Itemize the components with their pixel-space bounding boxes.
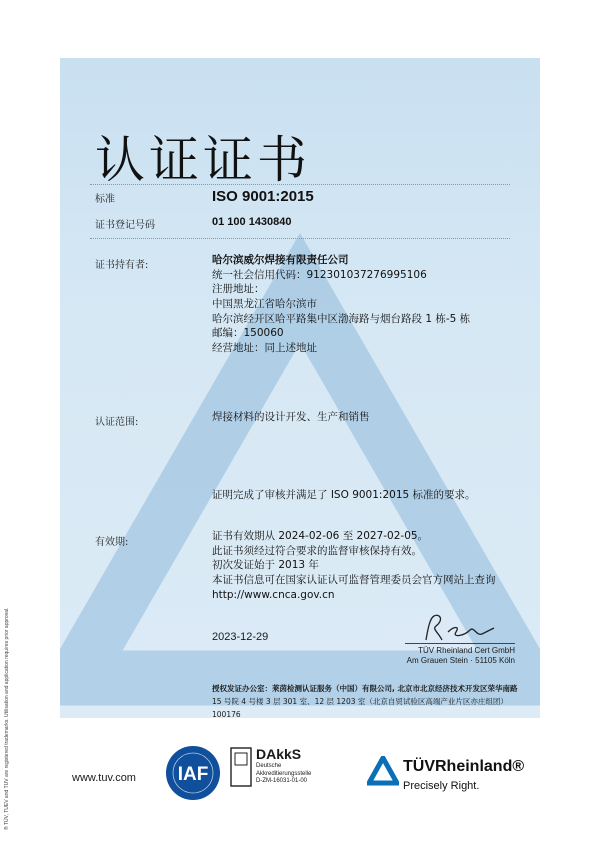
validity-condition: 此证书须经过符合要求的监督审核保持有效。: [212, 544, 422, 557]
svg-text:IAF: IAF: [177, 764, 209, 785]
tuv-slogan: Precisely Right.: [403, 780, 480, 792]
standard-value: ISO 9001:2015: [212, 188, 314, 205]
credit-code: 统一社会信用代码：912301037276995106: [212, 268, 427, 281]
dakks-sub2: Akkreditierungsstelle: [256, 770, 312, 777]
issuer-block: [380, 646, 515, 667]
iaf-logo-icon: [162, 744, 224, 802]
business-address: 经营地址：同上述地址: [212, 342, 317, 355]
certificate-title: 认证证书: [95, 131, 311, 189]
scope-value: 焊接材料的设计开发、生产和销售: [212, 411, 370, 423]
issue-date: 2023-12-29: [212, 631, 269, 643]
authority-line1: 授权发证办公室：莱茵检测认证服务（中国）有限公司, 北京市北京经济技术开发区荣华南路: [212, 684, 518, 693]
authority-postcode: 100176: [212, 710, 241, 720]
registration-label: 证书登记号码: [95, 220, 155, 231]
tuv-rheinland-wordmark: TÜVRheinland®: [403, 758, 525, 775]
issuer-address: Am Grauen Stein · 51105 Köln: [406, 656, 515, 666]
dakks-name: DAkkS: [256, 746, 302, 762]
first-issue: 初次发证始于 2013 年: [212, 559, 319, 572]
validity-period: 证书有效期从 2024-02-06 至 2027-02-05。: [212, 530, 429, 542]
validity-label: 有效期:: [95, 537, 129, 548]
holder-label: 证书持有者:: [95, 260, 149, 271]
conformity-statement: 证明完成了审核并满足了 ISO 9001:2015 标准的要求。: [212, 489, 476, 501]
dakks-logo-icon: [230, 747, 252, 787]
website-link[interactable]: www.tuv.com: [72, 772, 136, 784]
address-line2: 哈尔滨经开区哈平路集中区渤海路与烟台路段 1 栋-5 栋: [212, 312, 471, 325]
dakks-subtitle: [256, 763, 311, 786]
tuv-triangle-icon: [367, 756, 399, 786]
cnca-url[interactable]: http://www.cnca.gov.cn: [212, 588, 335, 601]
reg-address-label: 注册地址：: [212, 283, 265, 296]
scope-label: 认证范围:: [95, 417, 139, 428]
standard-label: 标准: [95, 194, 115, 205]
dakks-logo: [230, 745, 330, 803]
issuer-name: TÜV Rheinland Cert GmbH: [418, 646, 515, 655]
postcode: 邮编：150060: [212, 327, 284, 340]
validity-block: [212, 529, 496, 602]
divider: [90, 238, 510, 239]
cnca-query-note: 本证书信息可在国家认证认可监督管理委员会官方网站上查询: [212, 574, 496, 587]
signature: [420, 610, 500, 646]
trademark-side-note: ® TÜV, TUEV and TUV are registered trademarks. Utilisation and application requires prior approval.: [4, 607, 10, 830]
divider: [90, 184, 510, 185]
dakks-accreditation-number: D-ZM-16031-01-00: [256, 778, 308, 784]
signature-line: [405, 643, 515, 644]
company-name: 哈尔滨威尔焊接有限责任公司: [212, 254, 349, 266]
holder-block: [212, 253, 470, 356]
authority-line2: 15 号院 4 号楼 3 层 301 室、12 层 1203 室（北京自贸试验区高端产业片区亦庄组团）: [212, 697, 508, 707]
registration-value: 01 100 1430840: [212, 216, 292, 228]
authority-block: [212, 682, 542, 721]
address-line1: 中国黑龙江省哈尔滨市: [212, 298, 317, 311]
dakks-sub1: Deutsche: [256, 763, 282, 769]
